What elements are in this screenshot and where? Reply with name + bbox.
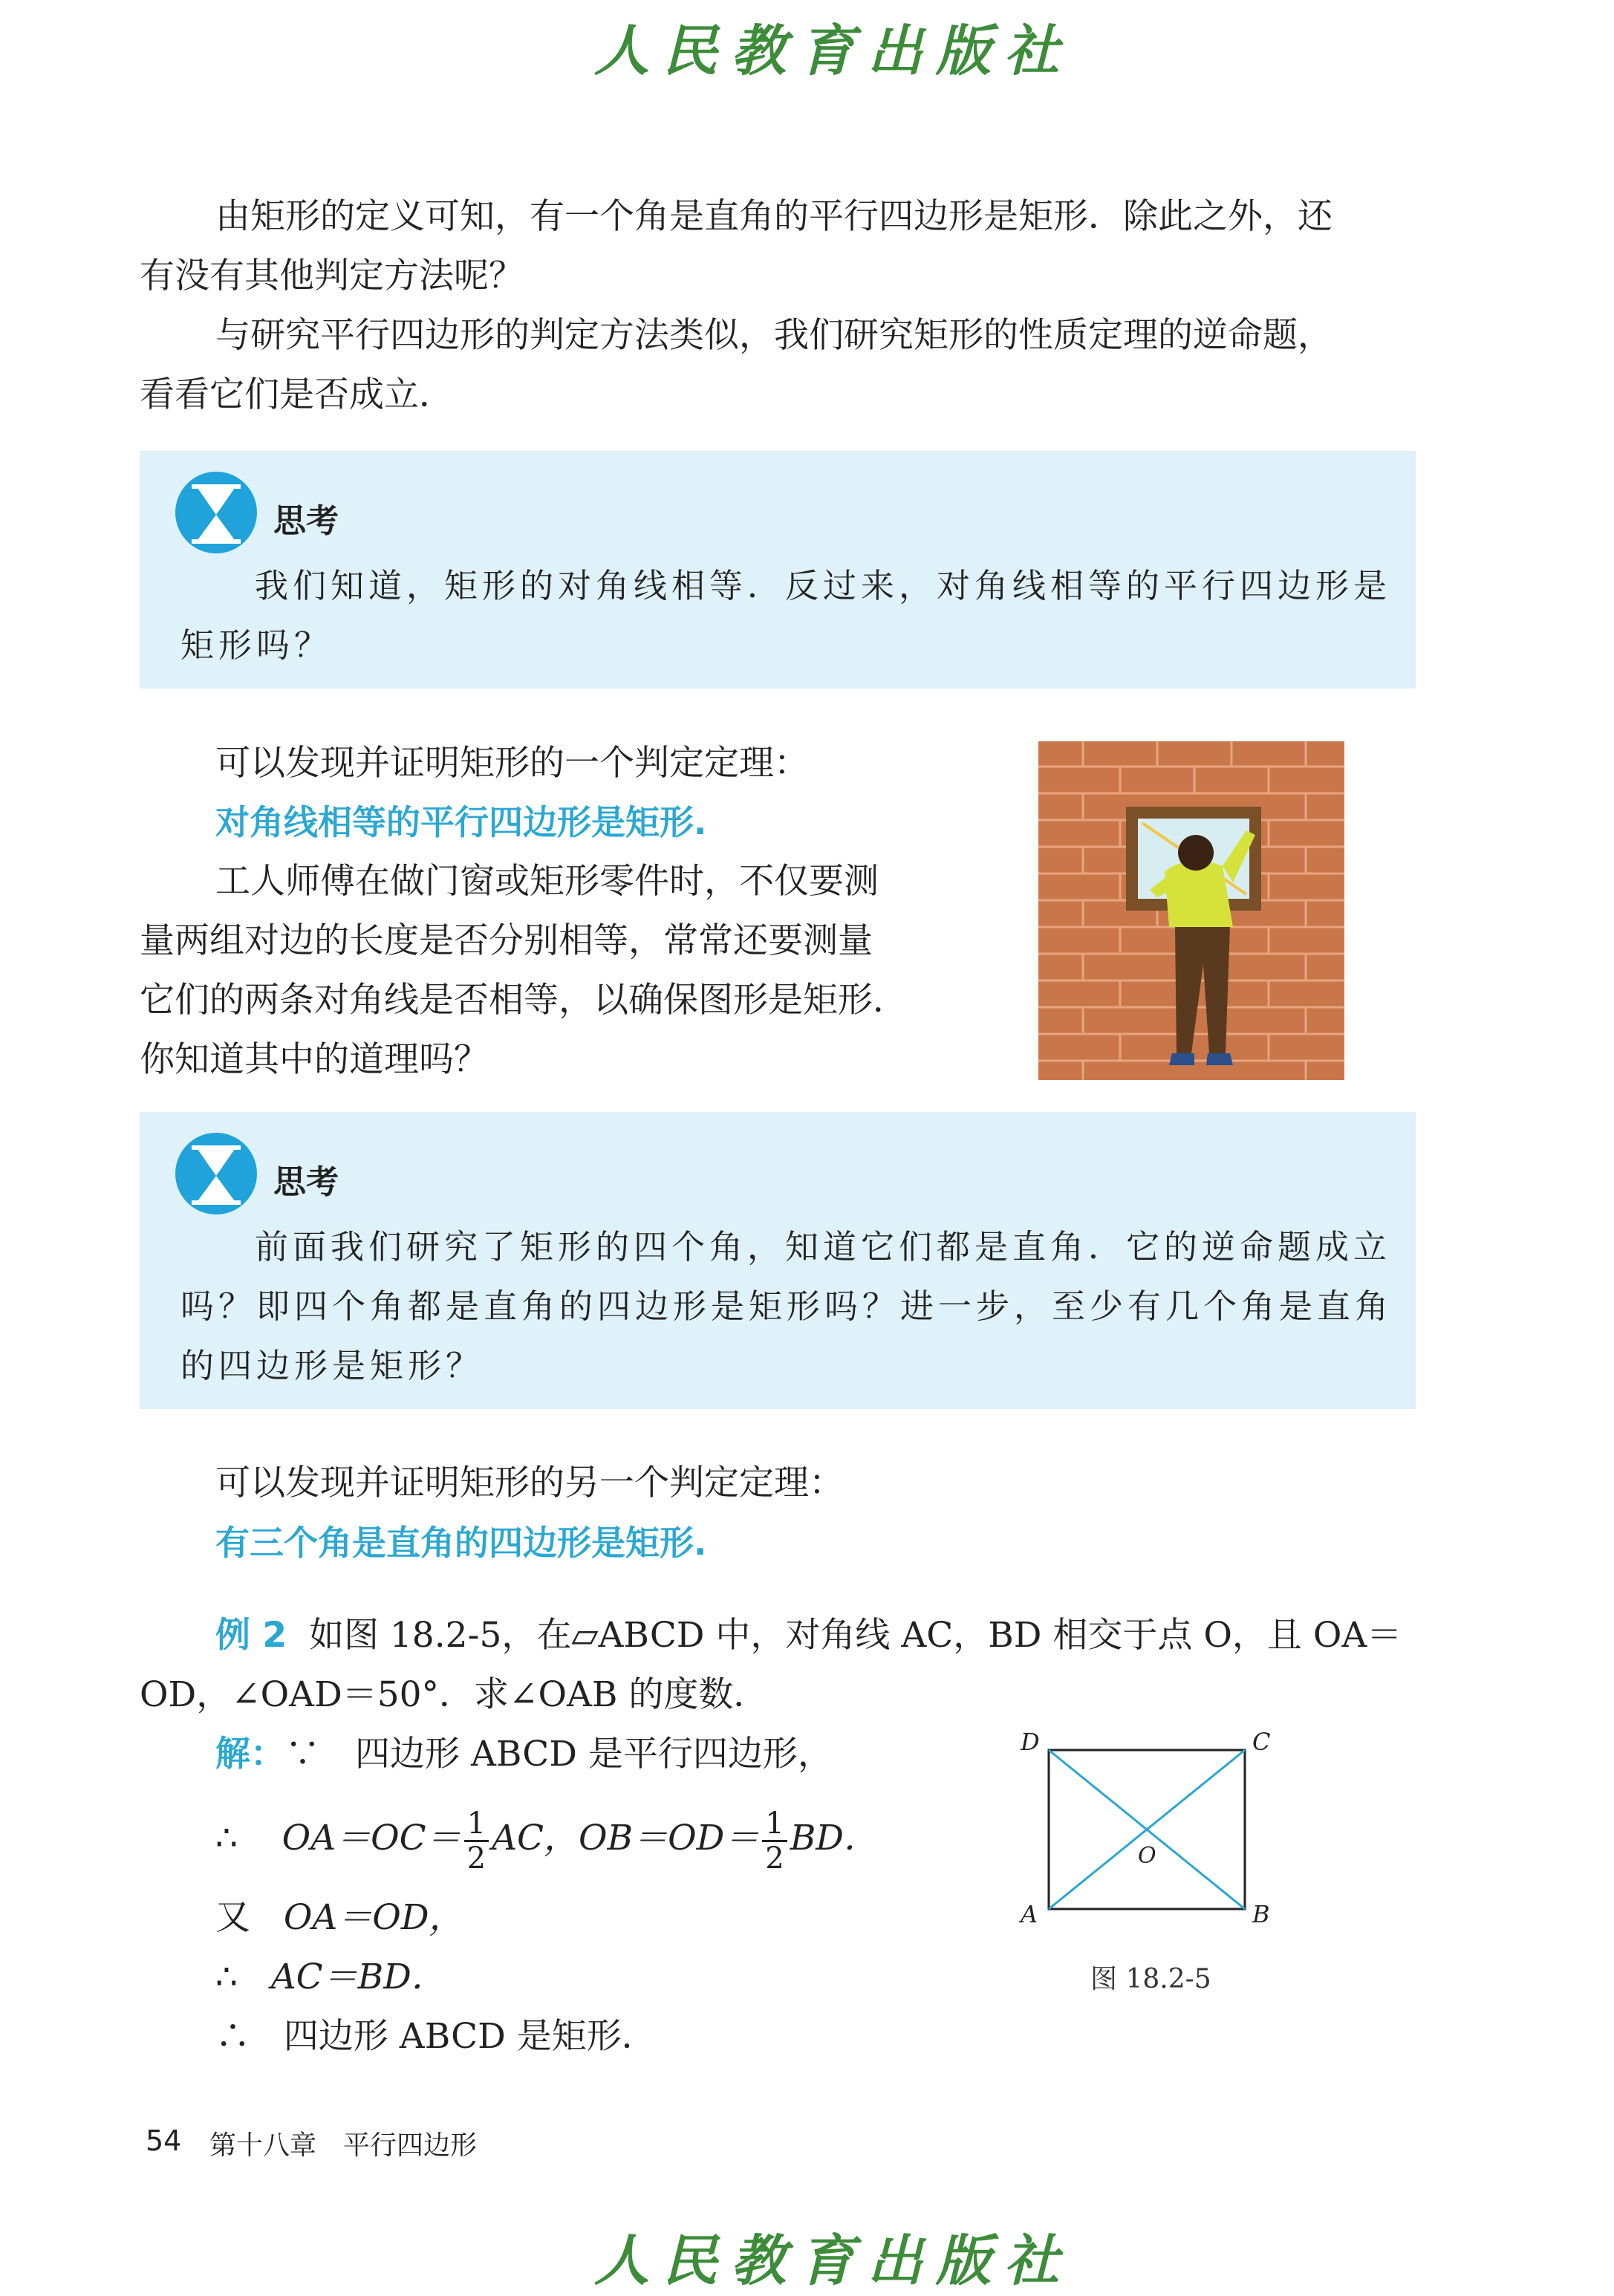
solution-line1 xyxy=(215,1725,833,1784)
example-line2: OD，∠OAD＝50°．求∠OAB 的度数． xyxy=(140,1674,769,1715)
label-b: B xyxy=(1252,1900,1270,1928)
solution-text-2b: AC，OB＝OD＝ xyxy=(492,1818,760,1858)
section1-line3: 它们的两条对角线是否相等，以确保图形是矩形． xyxy=(140,980,908,1021)
think-text-line2: 吗？即四个角都是直角的四边形是矩形吗？进一步，至少有几个角是直角 xyxy=(180,1287,1393,1326)
solution-label: 解： xyxy=(215,1734,285,1775)
section1-line4: 你知道其中的道理吗？ xyxy=(140,1039,489,1080)
fraction-denominator: 2 xyxy=(466,1841,487,1876)
example-line1 xyxy=(215,1606,1402,1665)
solution-text-4: AC＝BD． xyxy=(270,1957,446,1997)
figure-rectangle-abcd xyxy=(1010,1723,1292,1939)
intro-para1-line2: 有没有其他判定方法呢？ xyxy=(140,256,524,296)
fraction-numerator: 1 xyxy=(762,1807,787,1842)
label-c: C xyxy=(1252,1728,1271,1756)
think-text-line3: 的四边形是矩形？ xyxy=(180,1346,484,1385)
section1-intro: 可以发现并证明矩形的一个判定定理： xyxy=(215,743,809,784)
also-symbol: 又 xyxy=(215,1897,250,1938)
think-text-line2: 矩形吗？ xyxy=(180,625,333,665)
worker-measuring-window-illustration xyxy=(1038,741,1344,1080)
therefore-symbol: ∴ xyxy=(215,1957,238,1997)
publisher-logo-bottom: 人民教育出版社 xyxy=(594,2229,1073,2293)
example-label: 例 2 xyxy=(215,1615,287,1656)
intro-para2-line2: 看看它们是否成立． xyxy=(140,374,454,415)
fraction-numerator: 1 xyxy=(464,1807,489,1842)
think-icon xyxy=(175,1133,257,1214)
chapter-title: 第十八章 平行四边形 xyxy=(209,2130,478,2161)
think-icon xyxy=(175,472,257,553)
section1-line2: 量两组对边的长度是否分别相等，常常还要测量 xyxy=(140,920,873,961)
therefore-symbol: ∴ xyxy=(215,2016,250,2057)
solution-line4 xyxy=(215,1948,446,2007)
section2-theorem: 有三个角是直角的四边形是矩形. xyxy=(215,1523,707,1563)
therefore-symbol: ∴ xyxy=(215,1818,238,1858)
solution-text-5: 四边形 ABCD 是矩形． xyxy=(283,2016,657,2057)
publisher-logo: 人民教育出版社 xyxy=(594,19,1073,83)
section1-theorem: 对角线相等的平行四边形是矩形. xyxy=(215,802,707,842)
solution-text-2c: BD． xyxy=(790,1818,879,1858)
section1-line1: 工人师傅在做门窗或矩形零件时，不仅要测 xyxy=(215,861,879,902)
intro-para1-line1: 由矩形的定义可知，有一个角是直角的平行四边形是矩形．除此之外，还 xyxy=(215,196,1332,237)
fraction-denominator: 2 xyxy=(765,1841,784,1876)
think-title: 思考 xyxy=(273,502,339,540)
solution-text-2a: OA＝OC＝ xyxy=(282,1818,461,1858)
solution-text-3: OA＝OD， xyxy=(283,1897,464,1938)
think-title: 思考 xyxy=(273,1163,339,1201)
think-box-1 xyxy=(140,451,1416,689)
solution-line2 xyxy=(215,1798,879,1879)
label-o: O xyxy=(1138,1843,1156,1869)
think-box-2 xyxy=(140,1112,1416,1409)
label-a: A xyxy=(1021,1900,1038,1928)
section2-intro: 可以发现并证明矩形的另一个判定定理： xyxy=(215,1463,844,1503)
fraction-half xyxy=(762,1807,787,1875)
intro-para2-line1: 与研究平行四边形的判定方法类似，我们研究矩形的性质定理的逆命题， xyxy=(215,315,1332,356)
think-text-line1: 我们知道，矩形的对角线相等．反过来，对角线相等的平行四边形是 xyxy=(255,566,1392,605)
figure-caption: 图 18.2-5 xyxy=(1090,1964,1211,1994)
solution-line5 xyxy=(215,2007,657,2066)
example-text-1: 如图 18.2-5，在▱ABCD 中，对角线 AC，BD 相交于点 O，且 OA＝ xyxy=(308,1615,1402,1656)
solution-line3 xyxy=(215,1888,464,1948)
solution-text-1: ∵ 四边形 ABCD 是平行四边形， xyxy=(285,1734,833,1775)
label-d: D xyxy=(1021,1728,1040,1756)
page-number: 54 xyxy=(146,2124,182,2157)
think-text-line1: 前面我们研究了矩形的四个角，知道它们都是直角．它的逆命题成立 xyxy=(255,1227,1392,1266)
fraction-half xyxy=(464,1807,489,1875)
